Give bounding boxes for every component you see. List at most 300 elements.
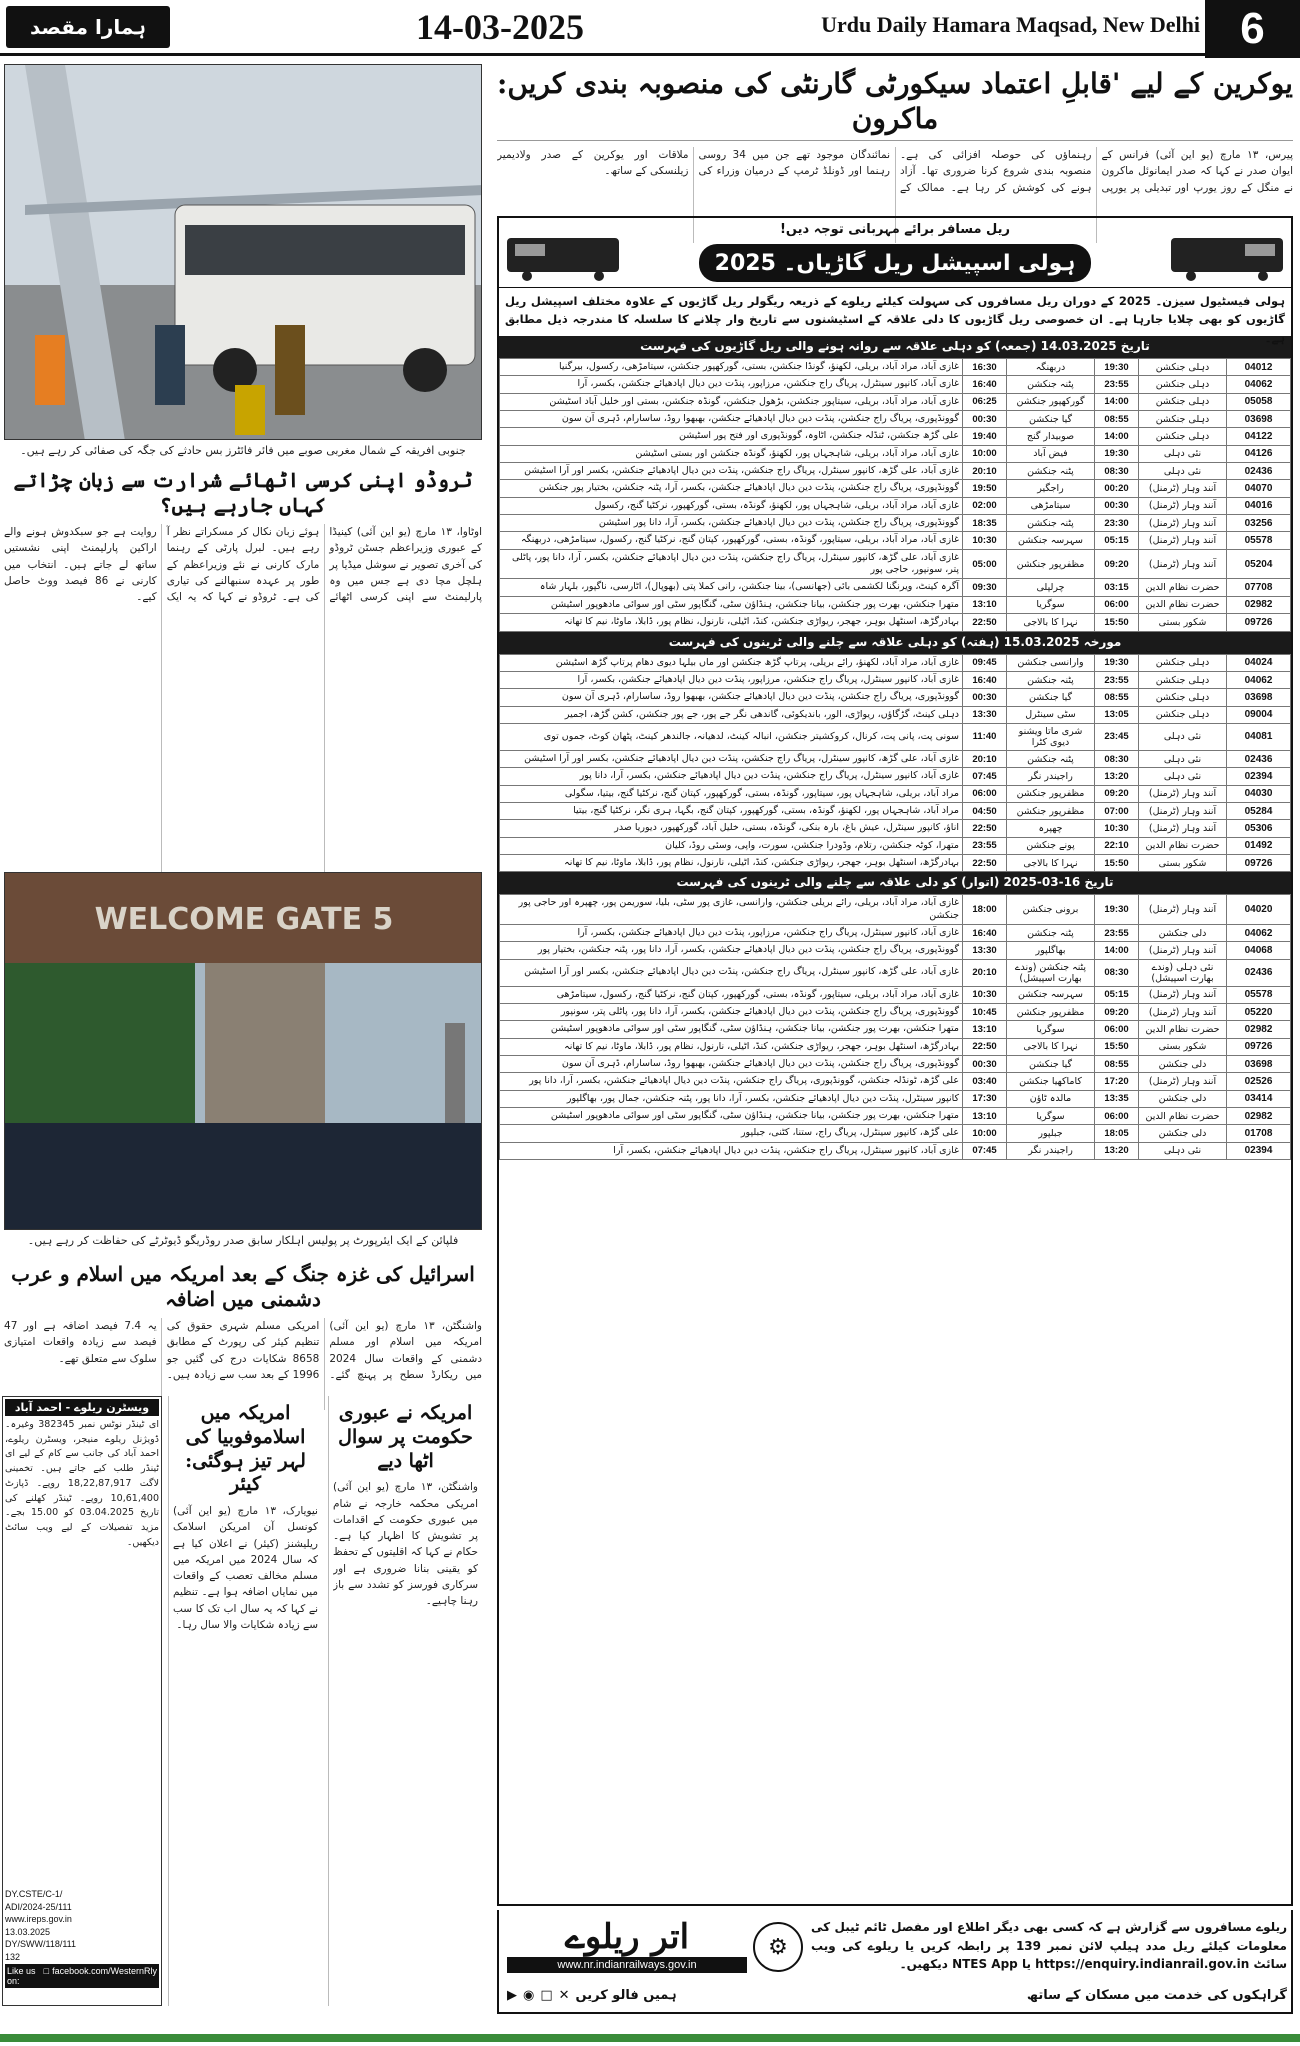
train-row bbox=[500, 768, 1291, 785]
locomotive-icon bbox=[1167, 224, 1287, 282]
destination-station: مظفرپور جنکشن bbox=[1007, 802, 1095, 819]
arrival-time: 03:40 bbox=[963, 1073, 1007, 1090]
destination-station: نہرا کا بالاجی bbox=[1007, 854, 1095, 871]
route-stops: کانپور سینٹرل، پنڈت دین دیال اپادھیائے جنکشن، بکسر، آرا، دانا پور، پٹنہ جنکشن، جمال پور، بھاگلپور bbox=[500, 1090, 963, 1107]
timetable-16-march bbox=[499, 894, 1291, 1160]
newspaper-logo: ہمارا مقصد bbox=[6, 6, 170, 48]
arrival-time: 13:10 bbox=[963, 1108, 1007, 1125]
arrival-time: 09:30 bbox=[963, 579, 1007, 596]
destination-station: کاماکھیا جنکشن bbox=[1007, 1073, 1095, 1090]
ref-2: ADI/2024-25/111 bbox=[5, 1901, 72, 1912]
photo-bus-fire bbox=[4, 64, 482, 440]
route-stops: غازی آباد، کانپور سینٹرل، پریاگ راج جنکشن، پنڈت دین دیال اپادھیائے جنکشن، بکسر، آرا، دانا پور bbox=[500, 768, 963, 785]
follow-label: ہمیں فالو کریں bbox=[575, 1988, 677, 2003]
origin-station: دہلی جنکشن bbox=[1139, 671, 1227, 688]
route-stops: گوونڈپوری، پریاگ راج جنکشن، پنڈت دین دیال اپادھیائے جنکشن، بھبھوا روڈ، ساسارام، ڈہری آن سون bbox=[500, 689, 963, 706]
train-number: 04012 bbox=[1227, 359, 1291, 376]
gate-sign: WELCOME GATE 5 bbox=[94, 902, 394, 937]
departure-time: 05:15 bbox=[1095, 532, 1139, 549]
departure-time: 15:50 bbox=[1095, 614, 1139, 631]
destination-station: سٹی سینٹرل bbox=[1007, 706, 1095, 723]
origin-station: نئی دہلی bbox=[1139, 463, 1227, 480]
ad-header bbox=[499, 218, 1291, 288]
departure-time: 22:10 bbox=[1095, 837, 1139, 854]
origin-station: آنند وہار (ٹرمنل) bbox=[1139, 1004, 1227, 1021]
train-row bbox=[500, 1125, 1291, 1142]
train-number: 04062 bbox=[1227, 671, 1291, 688]
departure-time: 09:20 bbox=[1095, 1004, 1139, 1021]
photo-gate bbox=[4, 872, 482, 1230]
destination-station: گیا جنکشن bbox=[1007, 1056, 1095, 1073]
locomotive-icon bbox=[503, 224, 623, 282]
destination-station: گیا جنکشن bbox=[1007, 411, 1095, 428]
arrival-time: 10:00 bbox=[963, 1125, 1007, 1142]
section-14-march: تاریخ 14.03.2025 (جمعہ) کو دہلی علاقہ سے روانہ ہونے والی ریل گاڑیوں کی فہرست bbox=[499, 336, 1291, 358]
arrival-time: 17:30 bbox=[963, 1090, 1007, 1107]
departure-time: 18:05 bbox=[1095, 1125, 1139, 1142]
origin-station: آنند وہار (ٹرمنل) bbox=[1139, 532, 1227, 549]
arrival-time: 04:50 bbox=[963, 802, 1007, 819]
train-number: 04122 bbox=[1227, 428, 1291, 445]
train-row bbox=[500, 1004, 1291, 1021]
holi-special-trains-ad bbox=[497, 216, 1293, 1906]
departure-time: 08:30 bbox=[1095, 463, 1139, 480]
train-row bbox=[500, 689, 1291, 706]
train-row bbox=[500, 376, 1291, 393]
route-stops: مراد آباد، شاہجہاں پور، لکھنؤ، گونڈہ، بستی، گورکھپور، کپتان گنج، بگہا، ہری نگر، نرکٹیا گنج، بیتیا bbox=[500, 802, 963, 819]
facebook-icon: □ bbox=[43, 1965, 50, 1976]
train-row bbox=[500, 654, 1291, 671]
destination-station: پٹنہ جنکشن bbox=[1007, 924, 1095, 941]
arrival-time: 10:30 bbox=[963, 986, 1007, 1003]
train-row bbox=[500, 986, 1291, 1003]
train-row bbox=[500, 515, 1291, 532]
issue-date: 14-03-2025 bbox=[416, 7, 584, 47]
arrival-time: 19:40 bbox=[963, 428, 1007, 445]
article-body: نیویارک، ۱۳ مارچ (یو این آئی) کونسل آن امریکن اسلامک ریلیشنز (کیئر) نے اعلان کیا ہے کہ سال 2024 میں امریکہ میں مسلم مخالف تعصب کے واقعات میں نمایاں اضافہ ہوا ہے۔ تنظیم نے کہا کہ یہ سال اب تک کا سب سے زیادہ شکایات والا سال رہا۔ bbox=[173, 1505, 318, 1631]
departure-time: 06:00 bbox=[1095, 596, 1139, 613]
train-number: 02982 bbox=[1227, 596, 1291, 613]
train-number: 04016 bbox=[1227, 497, 1291, 514]
train-number: 03256 bbox=[1227, 515, 1291, 532]
train-row bbox=[500, 1056, 1291, 1073]
train-number: 04062 bbox=[1227, 924, 1291, 941]
origin-station: آنند وہار (ٹرمنل) bbox=[1139, 549, 1227, 579]
arrival-time: 20:10 bbox=[963, 750, 1007, 767]
origin-station: دہلی جنکشن bbox=[1139, 706, 1227, 723]
arrival-time: 18:00 bbox=[963, 895, 1007, 925]
origin-station: آنند وہار (ٹرمنل) bbox=[1139, 785, 1227, 802]
departure-time: 08:55 bbox=[1095, 411, 1139, 428]
train-number: 05220 bbox=[1227, 1004, 1291, 1021]
origin-station: حضرت نظام الدین bbox=[1139, 596, 1227, 613]
train-number: 02436 bbox=[1227, 750, 1291, 767]
origin-station: شکور بستی bbox=[1139, 1038, 1227, 1055]
train-number: 02436 bbox=[1227, 959, 1291, 986]
train-row bbox=[500, 837, 1291, 854]
passenger-appeal: ریل مسافر برائے مہربانی توجہ دیں! bbox=[779, 222, 1011, 237]
destination-station: مظفرپور جنکشن bbox=[1007, 785, 1095, 802]
route-stops: غازی آباد، کانپور سینٹرل، پریاگ راج جنکشن، مرزاپور، پنڈت دین دیال اپادھیائے جنکشن، بکسر، آرا bbox=[500, 671, 963, 688]
departure-time: 19:30 bbox=[1095, 359, 1139, 376]
northern-railway-footer bbox=[497, 1910, 1293, 2014]
railway-emblem-icon: ⚙ bbox=[753, 1922, 803, 1972]
train-row bbox=[500, 820, 1291, 837]
train-row bbox=[500, 1142, 1291, 1159]
departure-time: 09:20 bbox=[1095, 785, 1139, 802]
origin-station: نئی دہلی bbox=[1139, 768, 1227, 785]
arrival-time: 10:30 bbox=[963, 532, 1007, 549]
train-number: 04062 bbox=[1227, 376, 1291, 393]
departure-time: 00:30 bbox=[1095, 497, 1139, 514]
destination-station: فیض آباد bbox=[1007, 445, 1095, 462]
departure-time: 08:30 bbox=[1095, 959, 1139, 986]
destination-station: گورکھپور جنکشن bbox=[1007, 393, 1095, 410]
train-row bbox=[500, 596, 1291, 613]
train-number: 09726 bbox=[1227, 1038, 1291, 1055]
destination-station: پٹنہ جنکشن bbox=[1007, 376, 1095, 393]
arrival-time: 22:50 bbox=[963, 614, 1007, 631]
train-number: 02436 bbox=[1227, 463, 1291, 480]
arrival-time: 16:40 bbox=[963, 924, 1007, 941]
story-cair bbox=[168, 1396, 322, 2006]
arrival-time: 10:00 bbox=[963, 445, 1007, 462]
route-stops: اناؤ، کانپور سینٹرل، عیش باغ، بارہ بنکی، گونڈہ، بستی، خلیل آباد، گورکھپور، دیوریا صدر bbox=[500, 820, 963, 837]
train-row bbox=[500, 1073, 1291, 1090]
arrival-time: 16:40 bbox=[963, 671, 1007, 688]
masthead bbox=[0, 0, 1300, 56]
origin-station: دہلی جنکشن bbox=[1139, 689, 1227, 706]
arrival-time: 13:30 bbox=[963, 942, 1007, 959]
photo-caption-2: فلپائن کے ایک ایئرپورٹ پر پولیس اہلکار سابق صدر روڈریگو ڈیوٹرٹے کی حفاظت کر رہے ہیں۔ bbox=[27, 1234, 459, 1247]
timetable-14-march bbox=[499, 358, 1291, 632]
train-number: 02526 bbox=[1227, 1073, 1291, 1090]
departure-time: 14:00 bbox=[1095, 942, 1139, 959]
destination-station: چرلپلی bbox=[1007, 579, 1095, 596]
departure-time: 06:00 bbox=[1095, 1021, 1139, 1038]
train-number: 05306 bbox=[1227, 820, 1291, 837]
story-trudeau bbox=[4, 468, 482, 872]
departure-time: 09:20 bbox=[1095, 549, 1139, 579]
departure-time: 23:55 bbox=[1095, 671, 1139, 688]
destination-station: جبلپور bbox=[1007, 1125, 1095, 1142]
departure-time: 08:30 bbox=[1095, 750, 1139, 767]
arrival-time: 13:30 bbox=[963, 706, 1007, 723]
arrival-time: 22:50 bbox=[963, 820, 1007, 837]
notice-number: 132 bbox=[5, 1951, 21, 1962]
origin-station: دلی جنکشن bbox=[1139, 1125, 1227, 1142]
route-stops: غازی آباد، کانپور سینٹرل، پریاگ راج جنکشن، پنڈت دین دیال اپادھیائے جنکشن، بکسر، آرا bbox=[500, 1142, 963, 1159]
train-number: 07708 bbox=[1227, 579, 1291, 596]
arrival-time: 22:50 bbox=[963, 854, 1007, 871]
origin-station: آنند وہار (ٹرمنل) bbox=[1139, 895, 1227, 925]
train-number: 09004 bbox=[1227, 706, 1291, 723]
slogan-row bbox=[507, 1988, 1287, 2003]
route-stops: غازی آباد، مراد آباد، بریلی، سیتاپور، گونڈہ، بستی، گورکھپور، کپتان گنج، نرکٹیا گنج، رکسول، سیتامڑھی، دربھنگہ bbox=[500, 532, 963, 549]
route-stops: غازی آباد، مراد آباد، بریلی، شاہجہاں پور، لکھنؤ، گونڈہ جنکشن اور بستی اسٹیشن bbox=[500, 445, 963, 462]
train-number: 02394 bbox=[1227, 1142, 1291, 1159]
article-body: واشنگٹن، ۱۳ مارچ (یو این آئی) امریکی محکمہ خارجہ نے شام میں عبوری حکومت کے اقدامات پر تشویش کا اظہار کیا ہے۔ حکام نے کہا کہ اقلیتوں کے تحفظ کو یقینی بنانا ضروری ہے اور سرکاری فورسز کو تشدد سے باز رہنا چاہیے۔ bbox=[333, 1481, 478, 1608]
origin-station: آنند وہار (ٹرمنل) bbox=[1139, 942, 1227, 959]
arrival-time: 16:30 bbox=[963, 359, 1007, 376]
facebook-strip[interactable] bbox=[5, 1964, 159, 1988]
destination-station: سوگریا bbox=[1007, 1021, 1095, 1038]
train-row bbox=[500, 750, 1291, 767]
train-row bbox=[500, 895, 1291, 925]
origin-station: دہلی جنکشن bbox=[1139, 359, 1227, 376]
train-row bbox=[500, 497, 1291, 514]
departure-time: 14:00 bbox=[1095, 428, 1139, 445]
destination-station: بھاگلپور bbox=[1007, 942, 1095, 959]
train-number: 02982 bbox=[1227, 1021, 1291, 1038]
destination-station: سہرسہ جنکشن bbox=[1007, 532, 1095, 549]
train-row bbox=[500, 614, 1291, 631]
arrival-time: 05:00 bbox=[963, 549, 1007, 579]
route-stops: متھرا جنکشن، بھرت پور جنکشن، بیانا جنکشن، ہنڈاؤن سٹی، گنگاپور سٹی اور سوائی مادھوپور اسٹیشن bbox=[500, 1108, 963, 1125]
arrival-time: 00:30 bbox=[963, 1056, 1007, 1073]
train-number: 03698 bbox=[1227, 411, 1291, 428]
origin-station: نئی دہلی bbox=[1139, 445, 1227, 462]
origin-station: شکور بستی bbox=[1139, 854, 1227, 871]
arrival-time: 06:25 bbox=[963, 393, 1007, 410]
route-stops: غازی آباد، کانپور سینٹرل، پریاگ راج جنکشن، مرزاپور، پنڈت دین دیال اپادھیائے جنکشن، بکسر، آرا bbox=[500, 376, 963, 393]
train-row bbox=[500, 924, 1291, 941]
route-stops: غازی آباد، مراد آباد، بریلی، سیتاپور، گونڈہ، بستی، گورکھپور، کپتان گنج، نرکٹیا گنج، رکسول، سیتامڑھی bbox=[500, 986, 963, 1003]
destination-station: صوبیدار گنج bbox=[1007, 428, 1095, 445]
headline: اسرائیل کی غزہ جنگ کے بعد امریکہ میں اسلام و عرب دشمنی میں اضافہ bbox=[11, 1262, 475, 1311]
train-row bbox=[500, 359, 1291, 376]
youtube-icon[interactable]: ▶ bbox=[507, 1988, 517, 2003]
departure-time: 23:30 bbox=[1095, 515, 1139, 532]
departure-time: 19:30 bbox=[1095, 895, 1139, 925]
origin-station: آنند وہار (ٹرمنل) bbox=[1139, 820, 1227, 837]
destination-station: پٹنہ جنکشن (وندے بھارت اسپیشل) bbox=[1007, 959, 1095, 986]
arrival-time: 20:10 bbox=[963, 959, 1007, 986]
route-stops: غازی آباد، مراد آباد، بریلی، شاہجہاں پور، لکھنؤ، گونڈہ، بستی، گورکھپور، نرکٹیا گنج، رکسول bbox=[500, 497, 963, 514]
arrival-time: 22:50 bbox=[963, 1038, 1007, 1055]
train-number: 05578 bbox=[1227, 986, 1291, 1003]
arrival-time: 16:40 bbox=[963, 376, 1007, 393]
photo-caption: جنوبی افریقہ کے شمال مغربی صوبے میں فائر فائٹرز بس حادثے کی جگہ کی صفائی کر رہے ہیں۔ bbox=[20, 444, 466, 457]
destination-station: چھپرہ bbox=[1007, 820, 1095, 837]
destination-station: شری ماتا ویشنو دیوی کٹرا bbox=[1007, 723, 1095, 750]
website-link[interactable]: www.ireps.gov.in bbox=[5, 1914, 72, 1925]
page-bottom-strip bbox=[0, 2034, 1300, 2042]
train-number: 03698 bbox=[1227, 689, 1291, 706]
arrival-time: 18:35 bbox=[963, 515, 1007, 532]
helpline-note: ریلوے مسافروں سے گزارش ہے کہ کسی بھی دیگر اطلاع اور مفصل ٹائم ٹیبل کی معلومات کیلئے ریل مدد ہیلپ لائن نمبر 139 پر رابطہ کریں یا ریلوے کی ویب سائٹ https://enquiry.indianrail.gov.in یا NTES App دیکھیں۔ bbox=[811, 1920, 1287, 1972]
departure-time: 13:05 bbox=[1095, 706, 1139, 723]
ad-intro: ہولی فیسٹیول سیزن۔ 2025 کے دوران ریل مسافروں کی سہولت کیلئے ریلوے کے ذریعہ ریگولر ریل گاڑیوں کے علاوہ مختلف اسپیشل ریل گاڑیوں کو بھی چلایا جارہا ہے۔ ان خصوصی ریل گاڑیوں کا دلی علاقہ کے اسٹیشنوں سے تاریخ وار چلانے کا سلسلہ کا مندرجہ ذیل مطابق ہے۔ bbox=[505, 294, 1285, 345]
route-stops: غازی آباد، مراد آباد، بریلی، سیتاپور جنکشن، بڑھول جنکشن، گونڈہ جنکشن، بستی اور خلیل آباد اسٹیشن bbox=[500, 393, 963, 410]
origin-station: حضرت نظام الدین bbox=[1139, 1108, 1227, 1125]
arrival-time: 20:10 bbox=[963, 463, 1007, 480]
train-row bbox=[500, 1108, 1291, 1125]
origin-station: دہلی جنکشن bbox=[1139, 393, 1227, 410]
train-number: 04081 bbox=[1227, 723, 1291, 750]
origin-station: حضرت نظام الدین bbox=[1139, 579, 1227, 596]
headline: امریکہ نے عبوری حکومت پر سوال اٹھا دیے bbox=[338, 1402, 473, 1472]
origin-station: دلی جنکشن bbox=[1139, 924, 1227, 941]
arrival-time: 13:10 bbox=[963, 596, 1007, 613]
route-stops: گوونڈپوری، پریاگ راج جنکشن، پنڈت دین دیال اپادھیائے جنکشن، بکسر، آرا، پٹنہ جنکشن، بختیار پور جنکشن bbox=[500, 480, 963, 497]
ad-title: ہولی اسپیشل ریل گاڑیاں۔ 2025 bbox=[699, 244, 1091, 282]
train-row bbox=[500, 1038, 1291, 1055]
destination-station: مالدہ ٹاؤن bbox=[1007, 1090, 1095, 1107]
train-number: 02982 bbox=[1227, 1108, 1291, 1125]
ref-1: DY.CSTE/C-1/ bbox=[5, 1889, 63, 1899]
destination-station: سوگریا bbox=[1007, 596, 1095, 613]
arrival-time: 10:45 bbox=[963, 1004, 1007, 1021]
destination-station: سیتامڑھی bbox=[1007, 497, 1095, 514]
arrival-time: 23:55 bbox=[963, 837, 1007, 854]
train-number: 04068 bbox=[1227, 942, 1291, 959]
story-macron bbox=[497, 66, 1293, 212]
slogan: گراہکوں کی خدمت میں مسکان کے ساتھ bbox=[1026, 1988, 1287, 2003]
arrival-time: 00:30 bbox=[963, 689, 1007, 706]
origin-station: دہلی جنکشن bbox=[1139, 376, 1227, 393]
destination-station: نہرا کا بالاجی bbox=[1007, 614, 1095, 631]
origin-station: آنند وہار (ٹرمنل) bbox=[1139, 802, 1227, 819]
arrival-time: 19:50 bbox=[963, 480, 1007, 497]
route-stops: سونی پت، پانی پت، کرنال، کروکشیتر جنکشن، انبالہ کینٹ، لدھیانہ، جالندھر کینٹ، پٹھان کوٹ، جموں توی bbox=[500, 723, 963, 750]
route-stops: متھرا، کوٹہ جنکشن، رتلام، وڈودرا جنکشن، سورت، واپی، وسئی روڈ، کلیان bbox=[500, 837, 963, 854]
destination-station: وارانسی جنکشن bbox=[1007, 654, 1095, 671]
train-number: 01492 bbox=[1227, 837, 1291, 854]
origin-station: حضرت نظام الدین bbox=[1139, 837, 1227, 854]
train-row bbox=[500, 1090, 1291, 1107]
paper-name: Urdu Daily Hamara Maqsad, New Delhi bbox=[821, 12, 1200, 37]
train-row bbox=[500, 854, 1291, 871]
instagram-icon[interactable]: ◉ bbox=[523, 1988, 535, 2003]
article-body: پیرس، ۱۳ مارچ (یو این آئی) فرانس کے ایوان صدر نے کہا کہ صدر ایمانوئل ماکرون نے منگل کے روز یورپ اور تبدیلی پر یورپی رہنماؤں کی حوصلہ افزائی کی ہے۔ منصوبہ بندی شروع کرنا ضروری تھا۔ آزاد ہونے کی کوشش کر رہا ہے۔ ممالک کے نمائندگان موجود تھے جن میں 34 روسی رہنما اور ڈونلڈ ٹرمپ کے درمیان وزراء کی ملاقات اور یوکرین کے صدر ولادیمیر زیلنسکی کے ساتھ۔ bbox=[497, 149, 1293, 194]
departure-time: 07:00 bbox=[1095, 802, 1139, 819]
arrival-time: 11:40 bbox=[963, 723, 1007, 750]
origin-station: دلی جنکشن bbox=[1139, 1090, 1227, 1107]
train-row bbox=[500, 579, 1291, 596]
departure-time: 19:30 bbox=[1095, 445, 1139, 462]
brand-website[interactable]: www.nr.indianrailways.gov.in bbox=[507, 1957, 747, 1973]
notice-refs bbox=[5, 1888, 159, 1964]
section-16-march: تاریخ 16-03-2025 (اتوار) کو دلی علاقہ سے چلنے والی ٹرینوں کی فہرست bbox=[499, 872, 1291, 894]
train-row bbox=[500, 532, 1291, 549]
train-number: 09726 bbox=[1227, 854, 1291, 871]
train-row bbox=[500, 942, 1291, 959]
route-stops: غازی آباد، علی گڑھ، کانپور سینٹرل، پریاگ راج جنکشن، پنڈت دین دیال اپادھیائے جنکشن، بکسر اور آرا اسٹیشن bbox=[500, 750, 963, 767]
origin-station: آنند وہار (ٹرمنل) bbox=[1139, 515, 1227, 532]
origin-station: آنند وہار (ٹرمنل) bbox=[1139, 1073, 1227, 1090]
section-15-march: مورخہ 15.03.2025 (ہفتہ) کو دہلی علاقہ سے چلنے والی ٹرینوں کی فہرست bbox=[499, 632, 1291, 654]
train-number: 04030 bbox=[1227, 785, 1291, 802]
departure-time: 03:15 bbox=[1095, 579, 1139, 596]
story-us-syria bbox=[328, 1396, 482, 2006]
brand-block bbox=[507, 1916, 747, 1973]
departure-time: 10:30 bbox=[1095, 820, 1139, 837]
headline: ٹروڈو اپنی کرسی اٹھائے شرارت سے زبان چڑاتے کہاں جارہے ہیں؟ bbox=[13, 468, 473, 517]
departure-time: 17:20 bbox=[1095, 1073, 1139, 1090]
notice-title: ویسٹرن ریلوے - احمد آباد bbox=[5, 1399, 159, 1416]
destination-station: دربھنگہ bbox=[1007, 359, 1095, 376]
arrival-time: 00:30 bbox=[963, 411, 1007, 428]
destination-station: پونے جنکشن bbox=[1007, 837, 1095, 854]
train-row bbox=[500, 1021, 1291, 1038]
route-stops: علی گڑھ جنکشن، ٹنڈلہ جنکشن، اٹاوہ، گوونڈپوری اور فتح پور اسٹیشن bbox=[500, 428, 963, 445]
destination-station: پٹنہ جنکشن bbox=[1007, 750, 1095, 767]
origin-station: دہلی جنکشن bbox=[1139, 654, 1227, 671]
route-stops: گوونڈپوری، پریاگ راج جنکشن، پنڈت دین دیال اپادھیائے جنکشن، بکسر، آرا، دانا پور اسٹیشن bbox=[500, 515, 963, 532]
origin-station: دلی جنکشن bbox=[1139, 1056, 1227, 1073]
train-number: 01708 bbox=[1227, 1125, 1291, 1142]
timetable-15-march bbox=[499, 654, 1291, 873]
route-stops: بہادرگڑھ، اسنٹھل بوہر، جھجر، ریواڑی جنکشن، کنڈ، اٹیلی، نارنول، نظام پور، ڈابلا، ماوٹا، نیم کا تھانہ bbox=[500, 1038, 963, 1055]
departure-time: 13:20 bbox=[1095, 768, 1139, 785]
train-number: 02394 bbox=[1227, 768, 1291, 785]
ref-3: DY/SWW/118/111 bbox=[5, 1939, 77, 1950]
arrival-time: 07:45 bbox=[963, 1142, 1007, 1159]
route-stops: غازی آباد، علی گڑھ، کانپور سینٹرل، پریاگ راج جنکشن، پنڈت دین دیال اپادھیائے جنکشن، بکسر اور آرا اسٹیشن bbox=[500, 463, 963, 480]
x-icon[interactable]: ✕ bbox=[558, 1988, 570, 2003]
destination-station: مظفرپور جنکشن bbox=[1007, 1004, 1095, 1021]
route-stops: گوونڈپوری، پریاگ راج جنکشن، پنڈت دین دیال اپادھیائے جنکشن، بکسر، آرا، دانا پور، پاٹلی پتر، سونپور bbox=[500, 1004, 963, 1021]
origin-station: نئی دہلی bbox=[1139, 1142, 1227, 1159]
train-row bbox=[500, 480, 1291, 497]
train-row bbox=[500, 393, 1291, 410]
destination-station: پٹنہ جنکشن bbox=[1007, 515, 1095, 532]
route-stops: غازی آباد، کانپور سینٹرل، پریاگ راج جنکشن، مرزاپور، پنڈت دین دیال اپادھیائے جنکشن، بکسر، آرا bbox=[500, 924, 963, 941]
train-number: 04126 bbox=[1227, 445, 1291, 462]
route-stops: غازی آباد، علی گڑھ، کانپور سینٹرل، پریاگ راج جنکشن، پنڈت دین دیال اپادھیائے جنکشن، بکسر اور آرا اسٹیشن bbox=[500, 959, 963, 986]
facebook-link[interactable]: facebook.com/WesternRly bbox=[52, 1965, 157, 1976]
destination-station: راجیندر نگر bbox=[1007, 768, 1095, 785]
origin-station: نئی دہلی bbox=[1139, 750, 1227, 767]
origin-station: دہلی جنکشن bbox=[1139, 411, 1227, 428]
train-row bbox=[500, 463, 1291, 480]
destination-station: مظفرپور جنکشن bbox=[1007, 549, 1095, 579]
facebook-icon[interactable]: □ bbox=[540, 1988, 553, 2003]
destination-station: نہرا کا بالاجی bbox=[1007, 1038, 1095, 1055]
origin-station: شکور بستی bbox=[1139, 614, 1227, 631]
departure-time: 14:00 bbox=[1095, 393, 1139, 410]
origin-station: آنند وہار (ٹرمنل) bbox=[1139, 986, 1227, 1003]
departure-time: 19:30 bbox=[1095, 654, 1139, 671]
route-stops: گوونڈپوری، پریاگ راج جنکشن، پنڈت دین دیال اپادھیائے جنکشن، بکسر، آرا، دانا پور، پٹنہ جنکشن، بختیار پور bbox=[500, 942, 963, 959]
train-number: 04070 bbox=[1227, 480, 1291, 497]
route-stops: آگرہ کینٹ، ویرنگنا لکشمی بائی (جھانسی)، بینا جنکشن، رانی کملا پتی (بھوپال)، اٹارسی، ناگپور، بلہار شاہ bbox=[500, 579, 963, 596]
destination-station: پٹنہ جنکشن bbox=[1007, 671, 1095, 688]
train-row bbox=[500, 706, 1291, 723]
article-body: اوٹاوا، ۱۳ مارچ (یو این آئی) کینیڈا کے عبوری وزیراعظم جسٹن ٹروڈو کی آخری تصویر نے سوشل میڈیا پر ہلچل مچا دی ہے جس میں وہ پارلیمنٹ سے اپنی کرسی اٹھائے ہوئے زبان نکال کر مسکراتے نظر آ رہے ہیں۔ لبرل پارٹی کے رہنما مارک کارنی نے نئے وزیراعظم کے طور پر عہدہ سنبھالنے کی تیاری کی ہے۔ ٹروڈو نے کہا کہ یہ ایک روایت ہے جو سبکدوش ہونے والے اراکین پارلیمنٹ اپنی نشستیں ساتھ لے جاتے ہیں۔ انتخاب میں کارنی نے 86 فیصد ووٹ حاصل کیے۔ bbox=[4, 526, 482, 604]
social-row bbox=[507, 1988, 677, 2003]
origin-station: نئی دہلی bbox=[1139, 723, 1227, 750]
destination-station: سوگریا bbox=[1007, 1108, 1095, 1125]
gate-photo-illustration bbox=[5, 873, 482, 1230]
train-row bbox=[500, 959, 1291, 986]
destination-station: راجگیر bbox=[1007, 480, 1095, 497]
train-row bbox=[500, 445, 1291, 462]
departure-time: 23:55 bbox=[1095, 376, 1139, 393]
like-label: Like us on: bbox=[7, 1965, 36, 1986]
route-stops: گوونڈپوری، پریاگ راج جنکشن، پنڈت دین دیال اپادھیائے جنکشن، بھبھوا روڈ، ساسارام، ڈہری آن سون bbox=[500, 1056, 963, 1073]
route-stops: علی گڑھ، ٹونڈلہ جنکشن، گوونڈپوری، پریاگ راج جنکشن، پنڈت دین دیال اپادھیائے جنکشن، بکسر، آرا، دانا پور bbox=[500, 1073, 963, 1090]
train-row bbox=[500, 802, 1291, 819]
origin-station: دہلی جنکشن bbox=[1139, 428, 1227, 445]
train-number: 04024 bbox=[1227, 654, 1291, 671]
route-stops: علی گڑھ، کانپور سینٹرل، پریاگ راج، ستنا، کٹنی، جبلپور bbox=[500, 1125, 963, 1142]
origin-station: نئی دہلی (وندے بھارت اسپیشل) bbox=[1139, 959, 1227, 986]
sign-date: 13.03.2025 bbox=[5, 1926, 51, 1937]
railway-tender-notice bbox=[2, 1396, 162, 2006]
destination-station: راجیندر نگر bbox=[1007, 1142, 1095, 1159]
